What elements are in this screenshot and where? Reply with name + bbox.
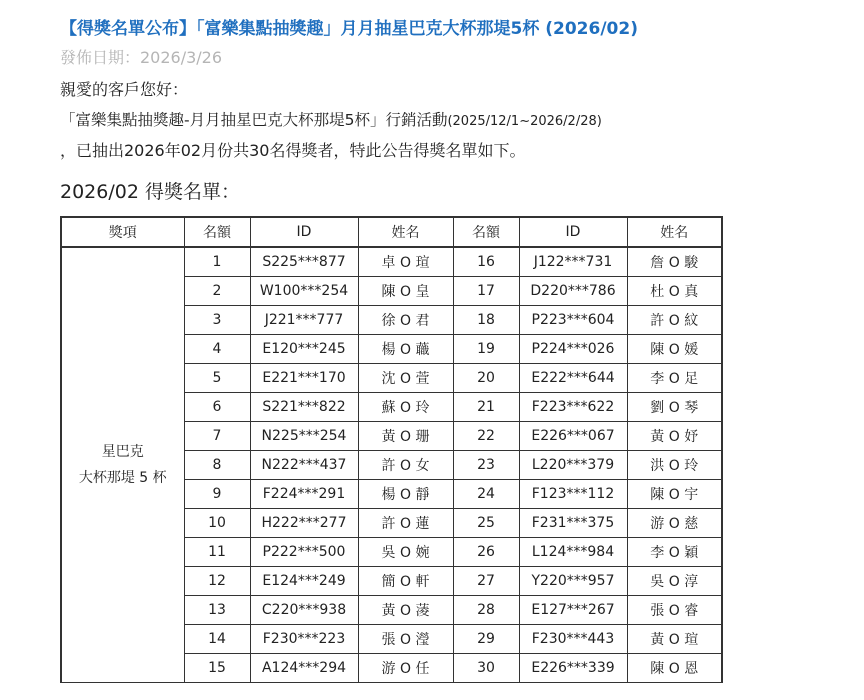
cell-name: 陳 O 恩 — [627, 654, 722, 683]
cell-id: S225***877 — [250, 247, 358, 277]
page-title: 【得獎名單公布】「富樂集點抽獎趣」月月抽星巴克大杯那堤5杯 (2026/02) — [60, 19, 638, 39]
winners-table — [60, 216, 723, 683]
cell-quota: 2 — [184, 277, 250, 306]
cell-id: E124***249 — [250, 567, 358, 596]
cell-id: E120***245 — [250, 335, 358, 364]
cell-quota: 27 — [453, 567, 519, 596]
header-id-1: ID — [250, 217, 358, 247]
campaign-period: (2025/12/1~2026/2/28) — [447, 114, 602, 129]
cell-name: 洪 O 玲 — [627, 451, 722, 480]
cell-id: F123***112 — [519, 480, 627, 509]
cell-id: E226***339 — [519, 654, 627, 683]
cell-name: 沈 O 萱 — [358, 364, 453, 393]
cell-quota: 6 — [184, 393, 250, 422]
cell-quota: 11 — [184, 538, 250, 567]
cell-name: 陳 O 皇 — [358, 277, 453, 306]
cell-quota: 29 — [453, 625, 519, 654]
cell-quota: 30 — [453, 654, 519, 683]
cell-id: F224***291 — [250, 480, 358, 509]
cell-quota: 1 — [184, 247, 250, 277]
cell-quota: 23 — [453, 451, 519, 480]
cell-name: 吳 O 淳 — [627, 567, 722, 596]
cell-name: 杜 O 真 — [627, 277, 722, 306]
cell-id: F230***443 — [519, 625, 627, 654]
cell-id: J122***731 — [519, 247, 627, 277]
cell-id: W100***254 — [250, 277, 358, 306]
cell-id: P223***604 — [519, 306, 627, 335]
cell-quota: 17 — [453, 277, 519, 306]
header-quota-2: 名額 — [453, 217, 519, 247]
cell-quota: 18 — [453, 306, 519, 335]
cell-name: 游 O 任 — [358, 654, 453, 683]
table-row — [61, 247, 722, 277]
cell-quota: 26 — [453, 538, 519, 567]
cell-id: E222***644 — [519, 364, 627, 393]
cell-name: 卓 O 瑄 — [358, 247, 453, 277]
cell-id: H222***277 — [250, 509, 358, 538]
cell-quota: 8 — [184, 451, 250, 480]
cell-id: N222***437 — [250, 451, 358, 480]
cell-id: F230***223 — [250, 625, 358, 654]
cell-quota: 15 — [184, 654, 250, 683]
campaign-text — [60, 108, 602, 130]
cell-name: 黃 O 妤 — [627, 422, 722, 451]
cell-name: 楊 O 蘵 — [358, 335, 453, 364]
cell-id: E127***267 — [519, 596, 627, 625]
cell-id: P222***500 — [250, 538, 358, 567]
prize-line-1: 星巴克 — [101, 444, 144, 460]
campaign-name: 「富樂集點抽獎趣-月月抽星巴克大杯那堤5杯」行銷活動 — [60, 111, 448, 129]
cell-quota: 19 — [453, 335, 519, 364]
cell-name: 陳 O 媛 — [627, 335, 722, 364]
cell-id: N225***254 — [250, 422, 358, 451]
cell-name: 游 O 慈 — [627, 509, 722, 538]
cell-id: C220***938 — [250, 596, 358, 625]
cell-id: F223***622 — [519, 393, 627, 422]
cell-name: 楊 O 靜 — [358, 480, 453, 509]
cell-id: Y220***957 — [519, 567, 627, 596]
cell-quota: 9 — [184, 480, 250, 509]
announcement-text: ，已抽出2026年02月份共30名得獎者，特此公告得獎名單如下。 — [60, 141, 526, 160]
cell-id: P224***026 — [519, 335, 627, 364]
cell-quota: 24 — [453, 480, 519, 509]
cell-name: 徐 O 君 — [358, 306, 453, 335]
cell-quota: 25 — [453, 509, 519, 538]
cell-quota: 28 — [453, 596, 519, 625]
header-id-2: ID — [519, 217, 627, 247]
cell-quota: 22 — [453, 422, 519, 451]
greeting-text: 親愛的客戶您好： — [60, 80, 189, 99]
cell-name: 許 O 蓮 — [358, 509, 453, 538]
cell-id: E226***067 — [519, 422, 627, 451]
header-prize: 獎項 — [61, 217, 184, 247]
header-name-2: 姓名 — [627, 217, 722, 247]
cell-quota: 20 — [453, 364, 519, 393]
cell-name: 許 O 女 — [358, 451, 453, 480]
cell-quota: 13 — [184, 596, 250, 625]
table-header-row — [61, 217, 722, 247]
cell-quota: 21 — [453, 393, 519, 422]
cell-name: 黃 O 蓤 — [358, 596, 453, 625]
cell-name: 詹 O 駿 — [627, 247, 722, 277]
cell-name: 陳 O 宇 — [627, 480, 722, 509]
header-quota-1: 名額 — [184, 217, 250, 247]
cell-quota: 4 — [184, 335, 250, 364]
cell-quota: 14 — [184, 625, 250, 654]
cell-name: 簡 O 軒 — [358, 567, 453, 596]
cell-id: F231***375 — [519, 509, 627, 538]
prize-cell — [61, 247, 184, 683]
prize-line-2: 大杯那堤 5 杯 — [78, 470, 167, 486]
publish-date: 發佈日期：2026/3/26 — [60, 48, 223, 67]
cell-name: 吳 O 婉 — [358, 538, 453, 567]
cell-quota: 12 — [184, 567, 250, 596]
cell-id: D220***786 — [519, 277, 627, 306]
cell-quota: 7 — [184, 422, 250, 451]
header-name-1: 姓名 — [358, 217, 453, 247]
cell-id: L124***984 — [519, 538, 627, 567]
cell-id: A124***294 — [250, 654, 358, 683]
cell-quota: 5 — [184, 364, 250, 393]
cell-name: 李 O 穎 — [627, 538, 722, 567]
cell-name: 許 O 紋 — [627, 306, 722, 335]
cell-id: L220***379 — [519, 451, 627, 480]
cell-name: 張 O 瀅 — [358, 625, 453, 654]
cell-name: 李 O 足 — [627, 364, 722, 393]
cell-quota: 3 — [184, 306, 250, 335]
cell-name: 劉 O 琴 — [627, 393, 722, 422]
cell-quota: 10 — [184, 509, 250, 538]
cell-quota: 16 — [453, 247, 519, 277]
cell-name: 蘇 O 玲 — [358, 393, 453, 422]
cell-id: E221***170 — [250, 364, 358, 393]
cell-id: J221***777 — [250, 306, 358, 335]
cell-name: 黃 O 珊 — [358, 422, 453, 451]
cell-name: 張 O 睿 — [627, 596, 722, 625]
cell-id: S221***822 — [250, 393, 358, 422]
list-title: 2026/02 得獎名單： — [60, 181, 240, 203]
cell-name: 黃 O 瑄 — [627, 625, 722, 654]
